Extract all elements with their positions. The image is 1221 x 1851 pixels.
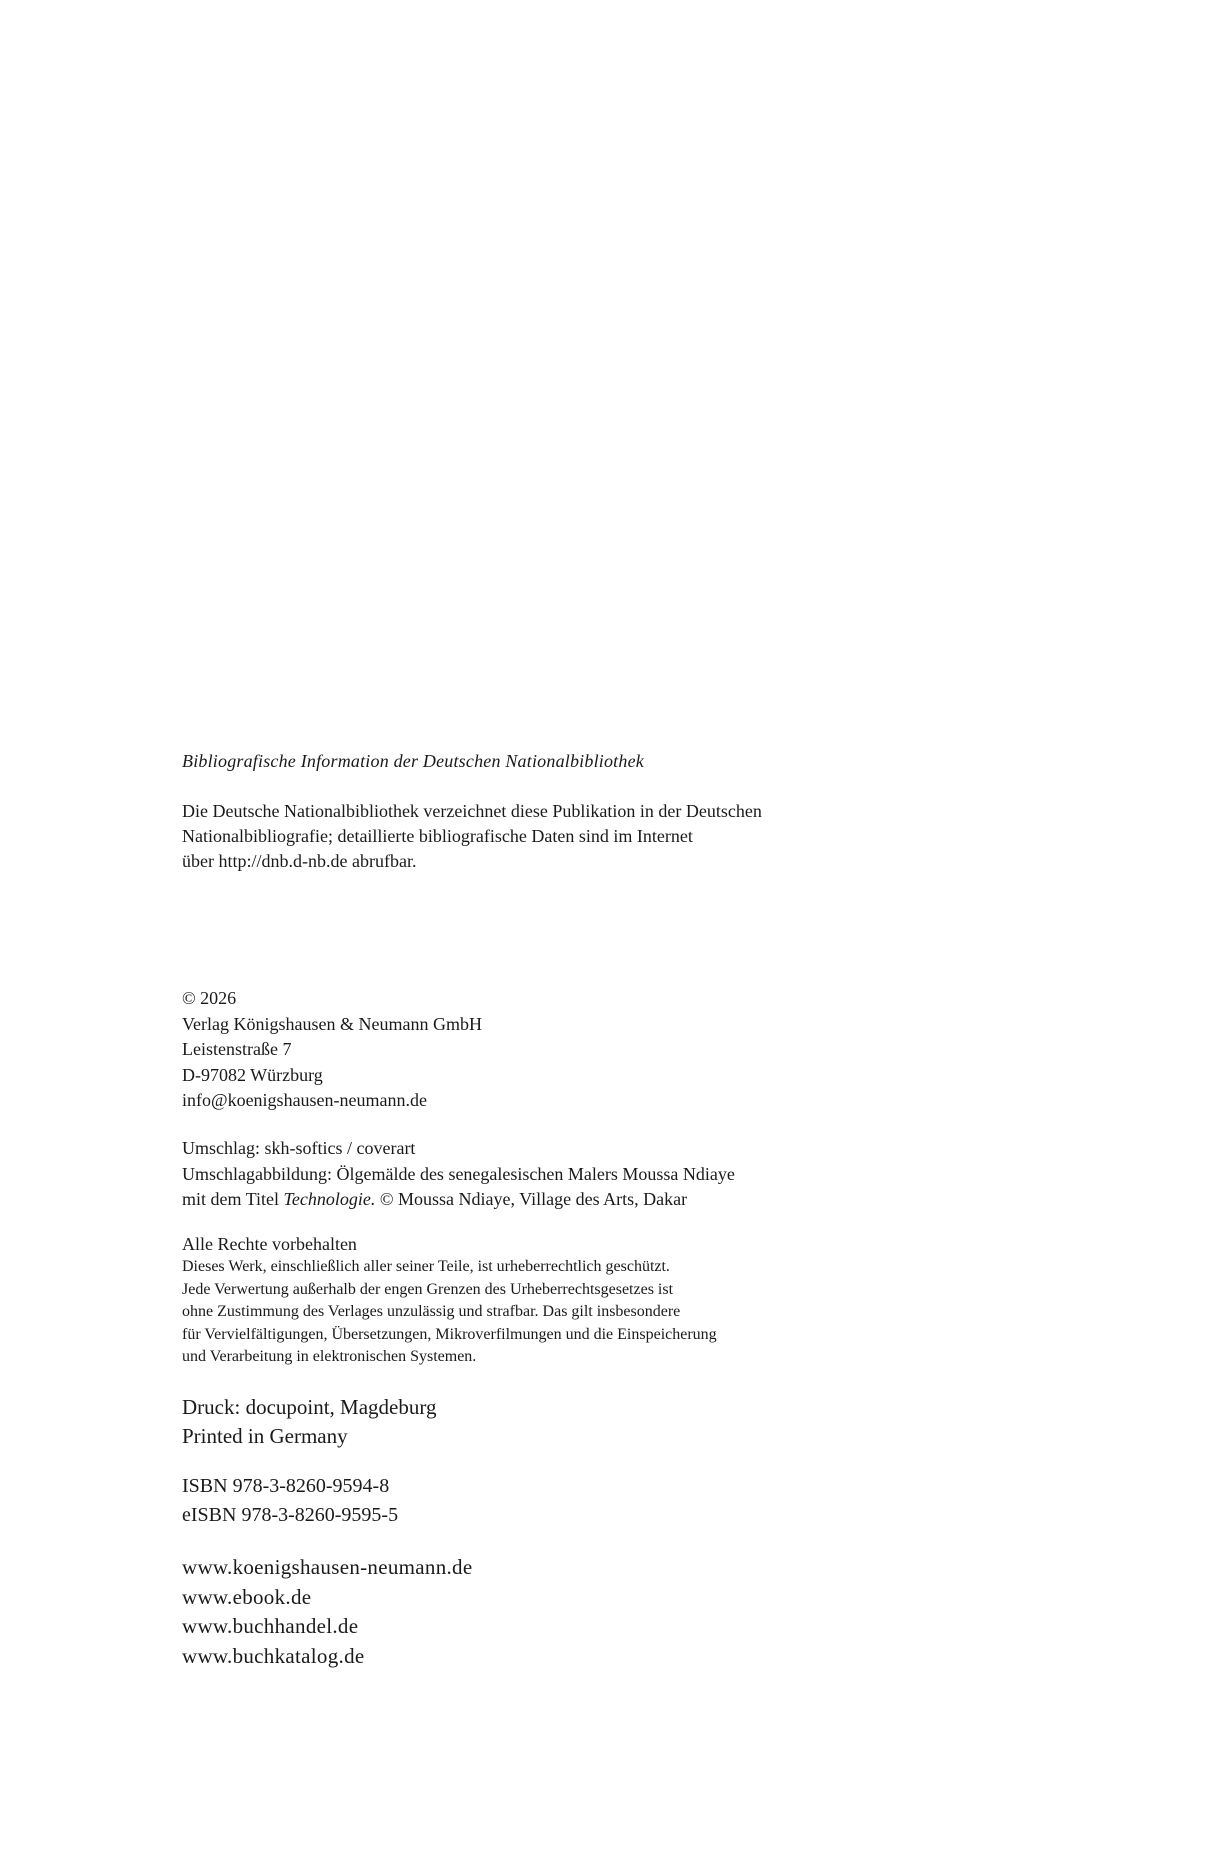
website-link: www.ebook.de	[182, 1584, 312, 1609]
website-list	[182, 1553, 1082, 1671]
bibliographic-heading	[182, 748, 1082, 774]
website-link: www.koenigshausen-neumann.de	[182, 1555, 473, 1579]
rights-line: und Verarbeitung in elektronischen Systemen.	[182, 1348, 477, 1366]
publisher-address	[182, 986, 1082, 1114]
cover-credits	[182, 1136, 1082, 1213]
cover-title-italic: Technologie.	[283, 1189, 376, 1209]
isbn-info	[182, 1472, 1082, 1530]
isbn-print: ISBN 978-3-8260-9594-8	[182, 1475, 390, 1497]
printed-country: Printed in Germany	[182, 1424, 348, 1448]
printer: Druck: docupoint, Magdeburg	[182, 1395, 437, 1419]
cover-title-prefix: mit dem Titel	[182, 1189, 284, 1209]
bibliographic-notice	[182, 799, 1082, 874]
cover-title-line	[182, 1187, 1082, 1213]
cover-design: Umschlag: skh-softics / coverart	[182, 1138, 416, 1158]
rights-line: Dieses Werk, einschließlich aller seiner Teile, ist urheberrechtlich geschützt.	[182, 1258, 670, 1275]
rights-heading	[182, 1232, 1082, 1257]
rights-line: für Vervielfältigungen, Übersetzungen, Mikroverfilmungen und die Einspeicherung	[182, 1325, 717, 1343]
website-link: www.buchkatalog.de	[182, 1643, 365, 1668]
publisher-street: Leistenstraße 7	[182, 1039, 292, 1059]
rights-notice	[182, 1256, 1082, 1369]
copyright-year: © 2026	[182, 988, 237, 1008]
publisher-city: D-97082 Würzburg	[182, 1064, 323, 1085]
printing-info	[182, 1393, 1082, 1451]
bibliographic-heading-text: Bibliografische Information der Deutschen Nationalbibliothek	[182, 751, 644, 771]
bibliographic-line: Die Deutsche Nationalbibliothek verzeichnet diese Publikation in der Deutschen	[182, 801, 762, 821]
cover-title-suffix: © Moussa Ndiaye, Village des Arts, Dakar	[375, 1189, 688, 1209]
publisher-email: info@koenigshausen-neumann.de	[182, 1090, 428, 1110]
isbn-ebook: eISBN 978-3-8260-9595-5	[182, 1504, 399, 1526]
rights-line: ohne Zustimmung des Verlages unzulässig und strafbar. Das gilt insbesondere	[182, 1303, 681, 1321]
rights-heading-text: Alle Rechte vorbehalten	[182, 1234, 357, 1254]
website-link: www.buchhandel.de	[182, 1614, 359, 1638]
bibliographic-line: Nationalbibliografie; detaillierte bibliografische Daten sind im Internet	[182, 826, 693, 846]
bibliographic-line: über http://dnb.d-nb.de abrufbar.	[182, 851, 417, 871]
publisher-name: Verlag Königshausen & Neumann GmbH	[182, 1013, 482, 1034]
cover-illustration: Umschlagabbildung: Ölgemälde des senegalesischen Malers Moussa Ndiaye	[182, 1163, 735, 1184]
rights-line: Jede Verwertung außerhalb der engen Grenzen des Urheberrechtsgesetzes ist	[182, 1280, 674, 1298]
